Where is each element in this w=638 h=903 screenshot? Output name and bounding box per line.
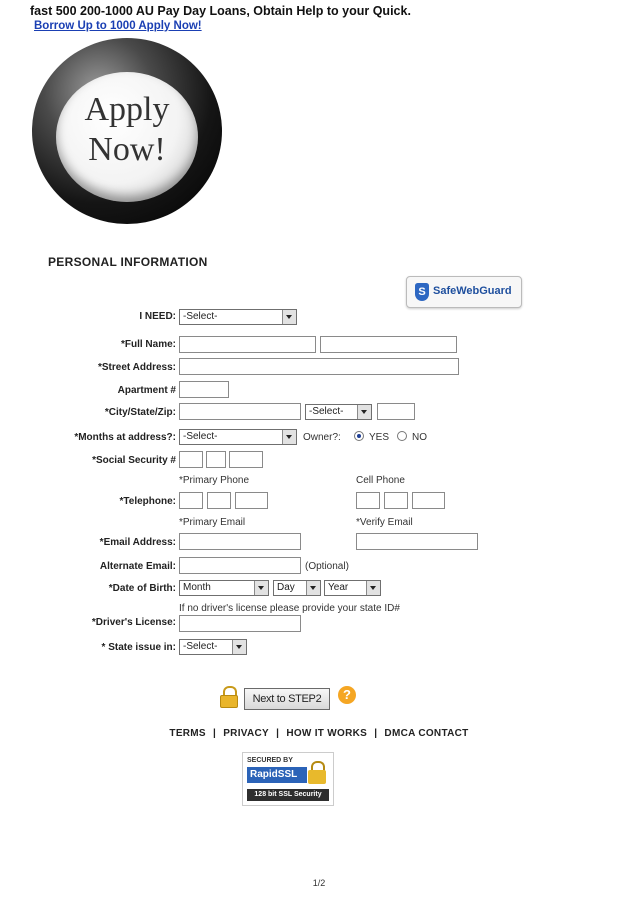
license-note: If no driver's license please provide your state ID# bbox=[179, 603, 400, 614]
license-label: *Driver's License: bbox=[91, 617, 176, 628]
owner-no-label: NO bbox=[412, 432, 427, 443]
badge-text-apply: Apply bbox=[84, 91, 170, 128]
city-input[interactable] bbox=[179, 403, 301, 420]
first-name-input[interactable] bbox=[179, 336, 316, 353]
ssl-strength: 128 bit SSL Security bbox=[247, 789, 329, 801]
i-need-label: I NEED: bbox=[139, 311, 176, 322]
optional-note: (Optional) bbox=[305, 561, 349, 572]
document-title: fast 500 200-1000 AU Pay Day Loans, Obtain Help to your Quick. bbox=[30, 4, 411, 18]
street-label: *Street Address: bbox=[98, 362, 176, 373]
months-value: -Select- bbox=[183, 431, 218, 442]
dob-label: *Date of Birth: bbox=[108, 583, 176, 594]
phone-prefix-input[interactable] bbox=[207, 492, 231, 509]
badge-text-now: Now! bbox=[88, 131, 166, 168]
owner-label: Owner?: bbox=[303, 432, 341, 443]
chevron-down-icon bbox=[282, 430, 296, 444]
chevron-down-icon bbox=[306, 581, 320, 595]
next-step-button[interactable]: Next to STEP2 bbox=[244, 688, 330, 710]
state-value: -Select- bbox=[309, 406, 344, 417]
apply-now-badge[interactable] bbox=[32, 38, 224, 226]
verify-email-label: *Verify Email bbox=[356, 517, 413, 528]
dob-year-select[interactable] bbox=[324, 580, 381, 596]
safewebguard-badge[interactable] bbox=[406, 276, 522, 308]
telephone-label: *Telephone: bbox=[119, 496, 176, 507]
cell-line-input[interactable] bbox=[412, 492, 445, 509]
owner-no-radio[interactable] bbox=[397, 431, 407, 441]
alternate-email-label: Alternate Email: bbox=[99, 561, 176, 572]
terms-link[interactable]: TERMS bbox=[169, 728, 206, 739]
chevron-down-icon bbox=[232, 640, 246, 654]
apartment-input[interactable] bbox=[179, 381, 229, 398]
help-icon[interactable]: ? bbox=[338, 686, 356, 704]
cell-area-input[interactable] bbox=[356, 492, 380, 509]
apply-link[interactable]: Borrow Up to 1000 Apply Now! bbox=[34, 20, 202, 32]
lock-icon bbox=[307, 761, 327, 785]
chevron-down-icon bbox=[282, 310, 296, 324]
email-label: *Email Address: bbox=[99, 537, 176, 548]
privacy-link[interactable]: PRIVACY bbox=[223, 728, 270, 739]
ssn-part1-input[interactable] bbox=[179, 451, 203, 468]
email-input[interactable] bbox=[179, 533, 301, 550]
apartment-label: Apartment # bbox=[117, 385, 176, 396]
alternate-email-input[interactable] bbox=[179, 557, 301, 574]
state-issue-select[interactable] bbox=[179, 639, 247, 655]
state-select[interactable] bbox=[305, 404, 372, 420]
footer-separator: | bbox=[374, 728, 378, 739]
street-input[interactable] bbox=[179, 358, 459, 375]
shield-icon: S bbox=[415, 283, 429, 301]
rapidssl-badge[interactable] bbox=[242, 752, 334, 806]
chevron-down-icon bbox=[366, 581, 380, 595]
dmca-contact-link[interactable]: DMCA CONTACT bbox=[384, 728, 469, 739]
safewebguard-text: SafeWebGuard bbox=[433, 285, 512, 297]
footer-nav bbox=[0, 728, 638, 739]
cell-phone-label: Cell Phone bbox=[356, 475, 405, 486]
dob-year-value: Year bbox=[328, 582, 349, 593]
state-issue-label: * State issue in: bbox=[101, 642, 176, 653]
city-state-zip-label: *City/State/Zip: bbox=[104, 407, 176, 418]
cell-prefix-input[interactable] bbox=[384, 492, 408, 509]
page-number: 1/2 bbox=[312, 878, 326, 888]
chevron-down-icon bbox=[254, 581, 268, 595]
primary-email-label: *Primary Email bbox=[179, 517, 246, 528]
zip-input[interactable] bbox=[377, 403, 415, 420]
ssl-brand: RapidSSL bbox=[247, 767, 307, 783]
dob-month-value: Month bbox=[183, 582, 211, 593]
dob-day-select[interactable] bbox=[273, 580, 321, 596]
full-name-label: *Full Name: bbox=[120, 339, 176, 350]
ssl-secured-by: SECURED BY bbox=[247, 757, 293, 764]
footer-separator: | bbox=[213, 728, 217, 739]
phone-line-input[interactable] bbox=[235, 492, 268, 509]
state-issue-value: -Select- bbox=[183, 641, 218, 652]
ssn-part3-input[interactable] bbox=[229, 451, 263, 468]
lock-icon bbox=[220, 686, 238, 708]
dob-month-select[interactable] bbox=[179, 580, 269, 596]
months-select[interactable] bbox=[179, 429, 297, 445]
primary-phone-label: *Primary Phone bbox=[179, 475, 250, 486]
footer-separator: | bbox=[276, 728, 280, 739]
owner-yes-label: YES bbox=[369, 432, 390, 443]
i-need-select[interactable] bbox=[179, 309, 297, 325]
phone-area-input[interactable] bbox=[179, 492, 203, 509]
how-it-works-link[interactable]: HOW IT WORKS bbox=[286, 728, 368, 739]
months-label: *Months at address?: bbox=[74, 432, 176, 443]
ssn-label: *Social Security # bbox=[92, 455, 176, 466]
i-need-value: -Select- bbox=[183, 311, 218, 322]
owner-yes-radio[interactable] bbox=[354, 431, 364, 441]
last-name-input[interactable] bbox=[320, 336, 457, 353]
license-input[interactable] bbox=[179, 615, 301, 632]
verify-email-input[interactable] bbox=[356, 533, 478, 550]
chevron-down-icon bbox=[357, 405, 371, 419]
dob-day-value: Day bbox=[277, 582, 295, 593]
section-title: PERSONAL INFORMATION bbox=[48, 255, 208, 269]
ssn-part2-input[interactable] bbox=[206, 451, 226, 468]
